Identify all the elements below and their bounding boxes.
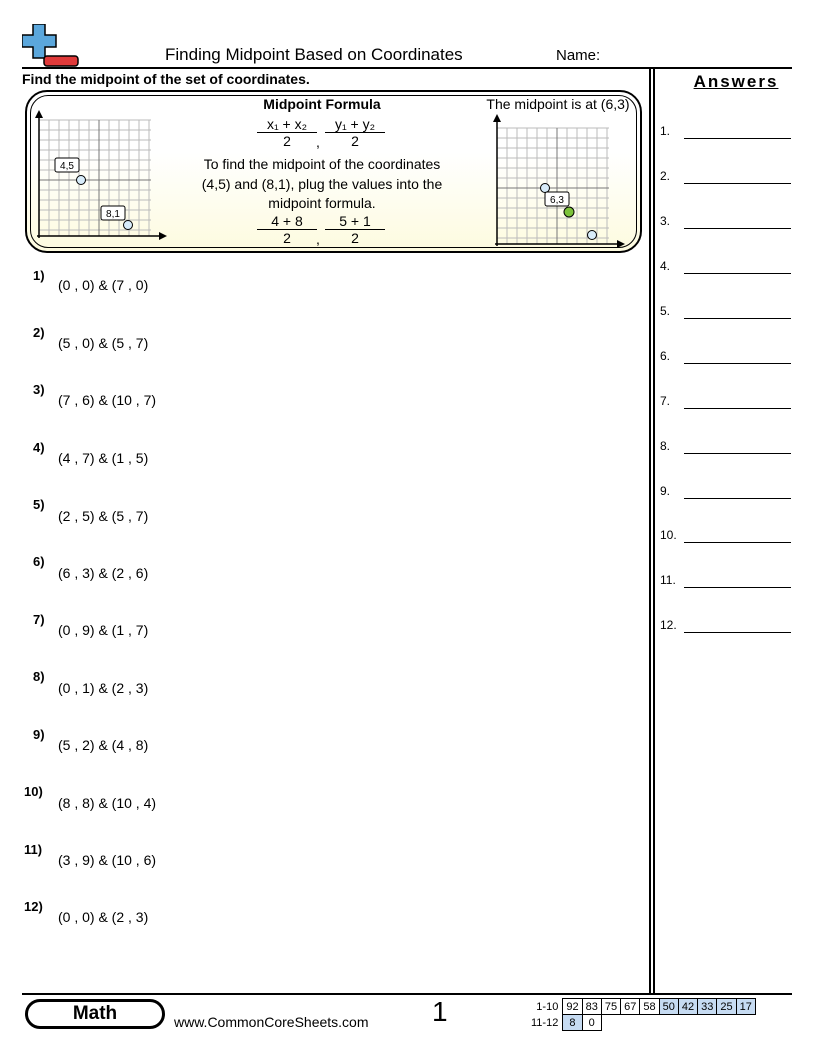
problem-text: (5 , 0) & (5 , 7) (58, 335, 149, 351)
problem-text: (0 , 0) & (7 , 0) (58, 277, 149, 293)
example-graph-right (485, 112, 635, 252)
answer-number: 11. (660, 573, 676, 587)
answer-line[interactable] (684, 228, 791, 229)
score-cell: 75 (601, 999, 620, 1015)
problem-text: (6 , 3) & (2 , 6) (58, 565, 149, 581)
answer-line[interactable] (684, 273, 791, 274)
point-b-marker (124, 221, 133, 230)
formula-title: Midpoint Formula (263, 96, 381, 112)
score-cell: 67 (621, 999, 640, 1015)
score-cell: 50 (659, 999, 678, 1015)
answer-number: 9. (660, 484, 671, 498)
problem-number: 9) (33, 727, 45, 742)
problem-text: (2 , 5) & (5 , 7) (58, 508, 149, 524)
answer-number: 8. (660, 439, 671, 453)
answer-number: 6. (660, 349, 671, 363)
explanation-line-3: midpoint formula. (268, 195, 376, 211)
problem-number: 6) (33, 554, 45, 569)
answers-column-divider-inner (653, 67, 655, 993)
plug-comma: , (316, 231, 320, 247)
formula-x-fraction: $\frac{\text{x₁ + x₂}}{2}$ (257, 116, 317, 149)
answer-number: 1. (660, 124, 671, 138)
problem-text: (3 , 9) & (10 , 6) (58, 852, 157, 868)
website-link[interactable]: www.CommonCoreSheets.com (174, 1014, 369, 1030)
problem-text: (0 , 0) & (2 , 3) (58, 909, 149, 925)
formula-y-fraction: $\frac{\text{y₁ + y₂}}{2}$ (325, 116, 385, 149)
example-graph-left (27, 110, 177, 246)
plug-x-fraction: $\frac{4 + 8}{2}$ (257, 213, 317, 246)
plug-y-fraction: $\frac{5 + 1}{2}$ (325, 213, 385, 246)
problem-number: 2) (33, 325, 45, 340)
problem-number: 12) (24, 899, 43, 914)
answer-number: 4. (660, 259, 671, 273)
example-box (25, 90, 642, 253)
answer-line[interactable] (684, 498, 791, 499)
explanation-line-2: (4,5) and (8,1), plug the values into the (201, 176, 443, 192)
score-cell: 92 (563, 999, 582, 1015)
instructions: Find the midpoint of the set of coordinates. (22, 71, 310, 87)
answer-number: 5. (660, 304, 671, 318)
problem-text: (8 , 8) & (10 , 4) (58, 795, 157, 811)
answer-line[interactable] (684, 632, 791, 633)
point-a-marker (77, 176, 86, 185)
answer-number: 10. (660, 528, 677, 542)
point-b-label: 8,1 (106, 209, 120, 220)
score-cell: 8 (563, 1015, 582, 1031)
score-cell: 42 (678, 999, 697, 1015)
problem-number: 7) (33, 612, 45, 627)
midpoint-result-text: The midpoint is at (6,3) (486, 96, 630, 112)
name-label: Name: (556, 47, 601, 64)
answer-number: 2. (660, 169, 671, 183)
answer-number: 7. (660, 394, 671, 408)
problem-text: (4 , 7) & (1 , 5) (58, 450, 149, 466)
score-cell: 33 (698, 999, 717, 1015)
footer-divider (22, 993, 792, 995)
answers-column-divider (649, 67, 651, 993)
score-cell: 25 (717, 999, 736, 1015)
problem-number: 5) (33, 497, 45, 512)
problem-text: (0 , 9) & (1 , 7) (58, 622, 149, 638)
answer-line[interactable] (684, 183, 791, 184)
problem-text: (7 , 6) & (10 , 7) (58, 392, 157, 408)
answer-line[interactable] (684, 453, 791, 454)
problem-number: 8) (33, 669, 45, 684)
score-key (528, 998, 756, 1031)
score-cell: 17 (736, 999, 755, 1015)
answer-line[interactable] (684, 138, 791, 139)
subject-badge: Math (25, 999, 165, 1029)
problem-text: (0 , 1) & (2 , 3) (58, 680, 149, 696)
problem-number: 4) (33, 440, 45, 455)
problem-text: (5 , 2) & (4 , 8) (58, 737, 149, 753)
problem-number: 11) (24, 842, 43, 857)
midpoint-label: 6,3 (550, 195, 564, 206)
midpoint-marker (564, 207, 574, 217)
answer-number: 3. (660, 214, 671, 228)
answer-line[interactable] (684, 587, 791, 588)
problem-number: 1) (33, 268, 45, 283)
score-cell: 0 (582, 1015, 601, 1031)
answers-title: Answers (693, 72, 779, 91)
right-point-b-marker (588, 231, 597, 240)
page-number: 1 (432, 996, 448, 1027)
header-divider (22, 67, 792, 69)
worksheet-title: Finding Midpoint Based on Coordinates (165, 45, 463, 64)
answer-line[interactable] (684, 408, 791, 409)
score-key-row1-label: 1-10 (536, 1000, 559, 1013)
answer-line[interactable] (684, 318, 791, 319)
formula-comma: , (316, 134, 320, 150)
score-cell: 83 (582, 999, 601, 1015)
plus-minus-logo-icon (22, 24, 80, 68)
explanation-line-1: To find the midpoint of the coordinates (203, 156, 441, 172)
point-a-label: 4,5 (60, 161, 74, 172)
score-key-row2-label: 11-12 (531, 1016, 559, 1029)
problem-number: 10) (24, 784, 43, 799)
answer-line[interactable] (684, 542, 791, 543)
problem-number: 3) (33, 382, 45, 397)
answer-line[interactable] (684, 363, 791, 364)
score-cell: 58 (640, 999, 659, 1015)
right-point-a-marker (541, 184, 550, 193)
answer-number: 12. (660, 618, 677, 632)
